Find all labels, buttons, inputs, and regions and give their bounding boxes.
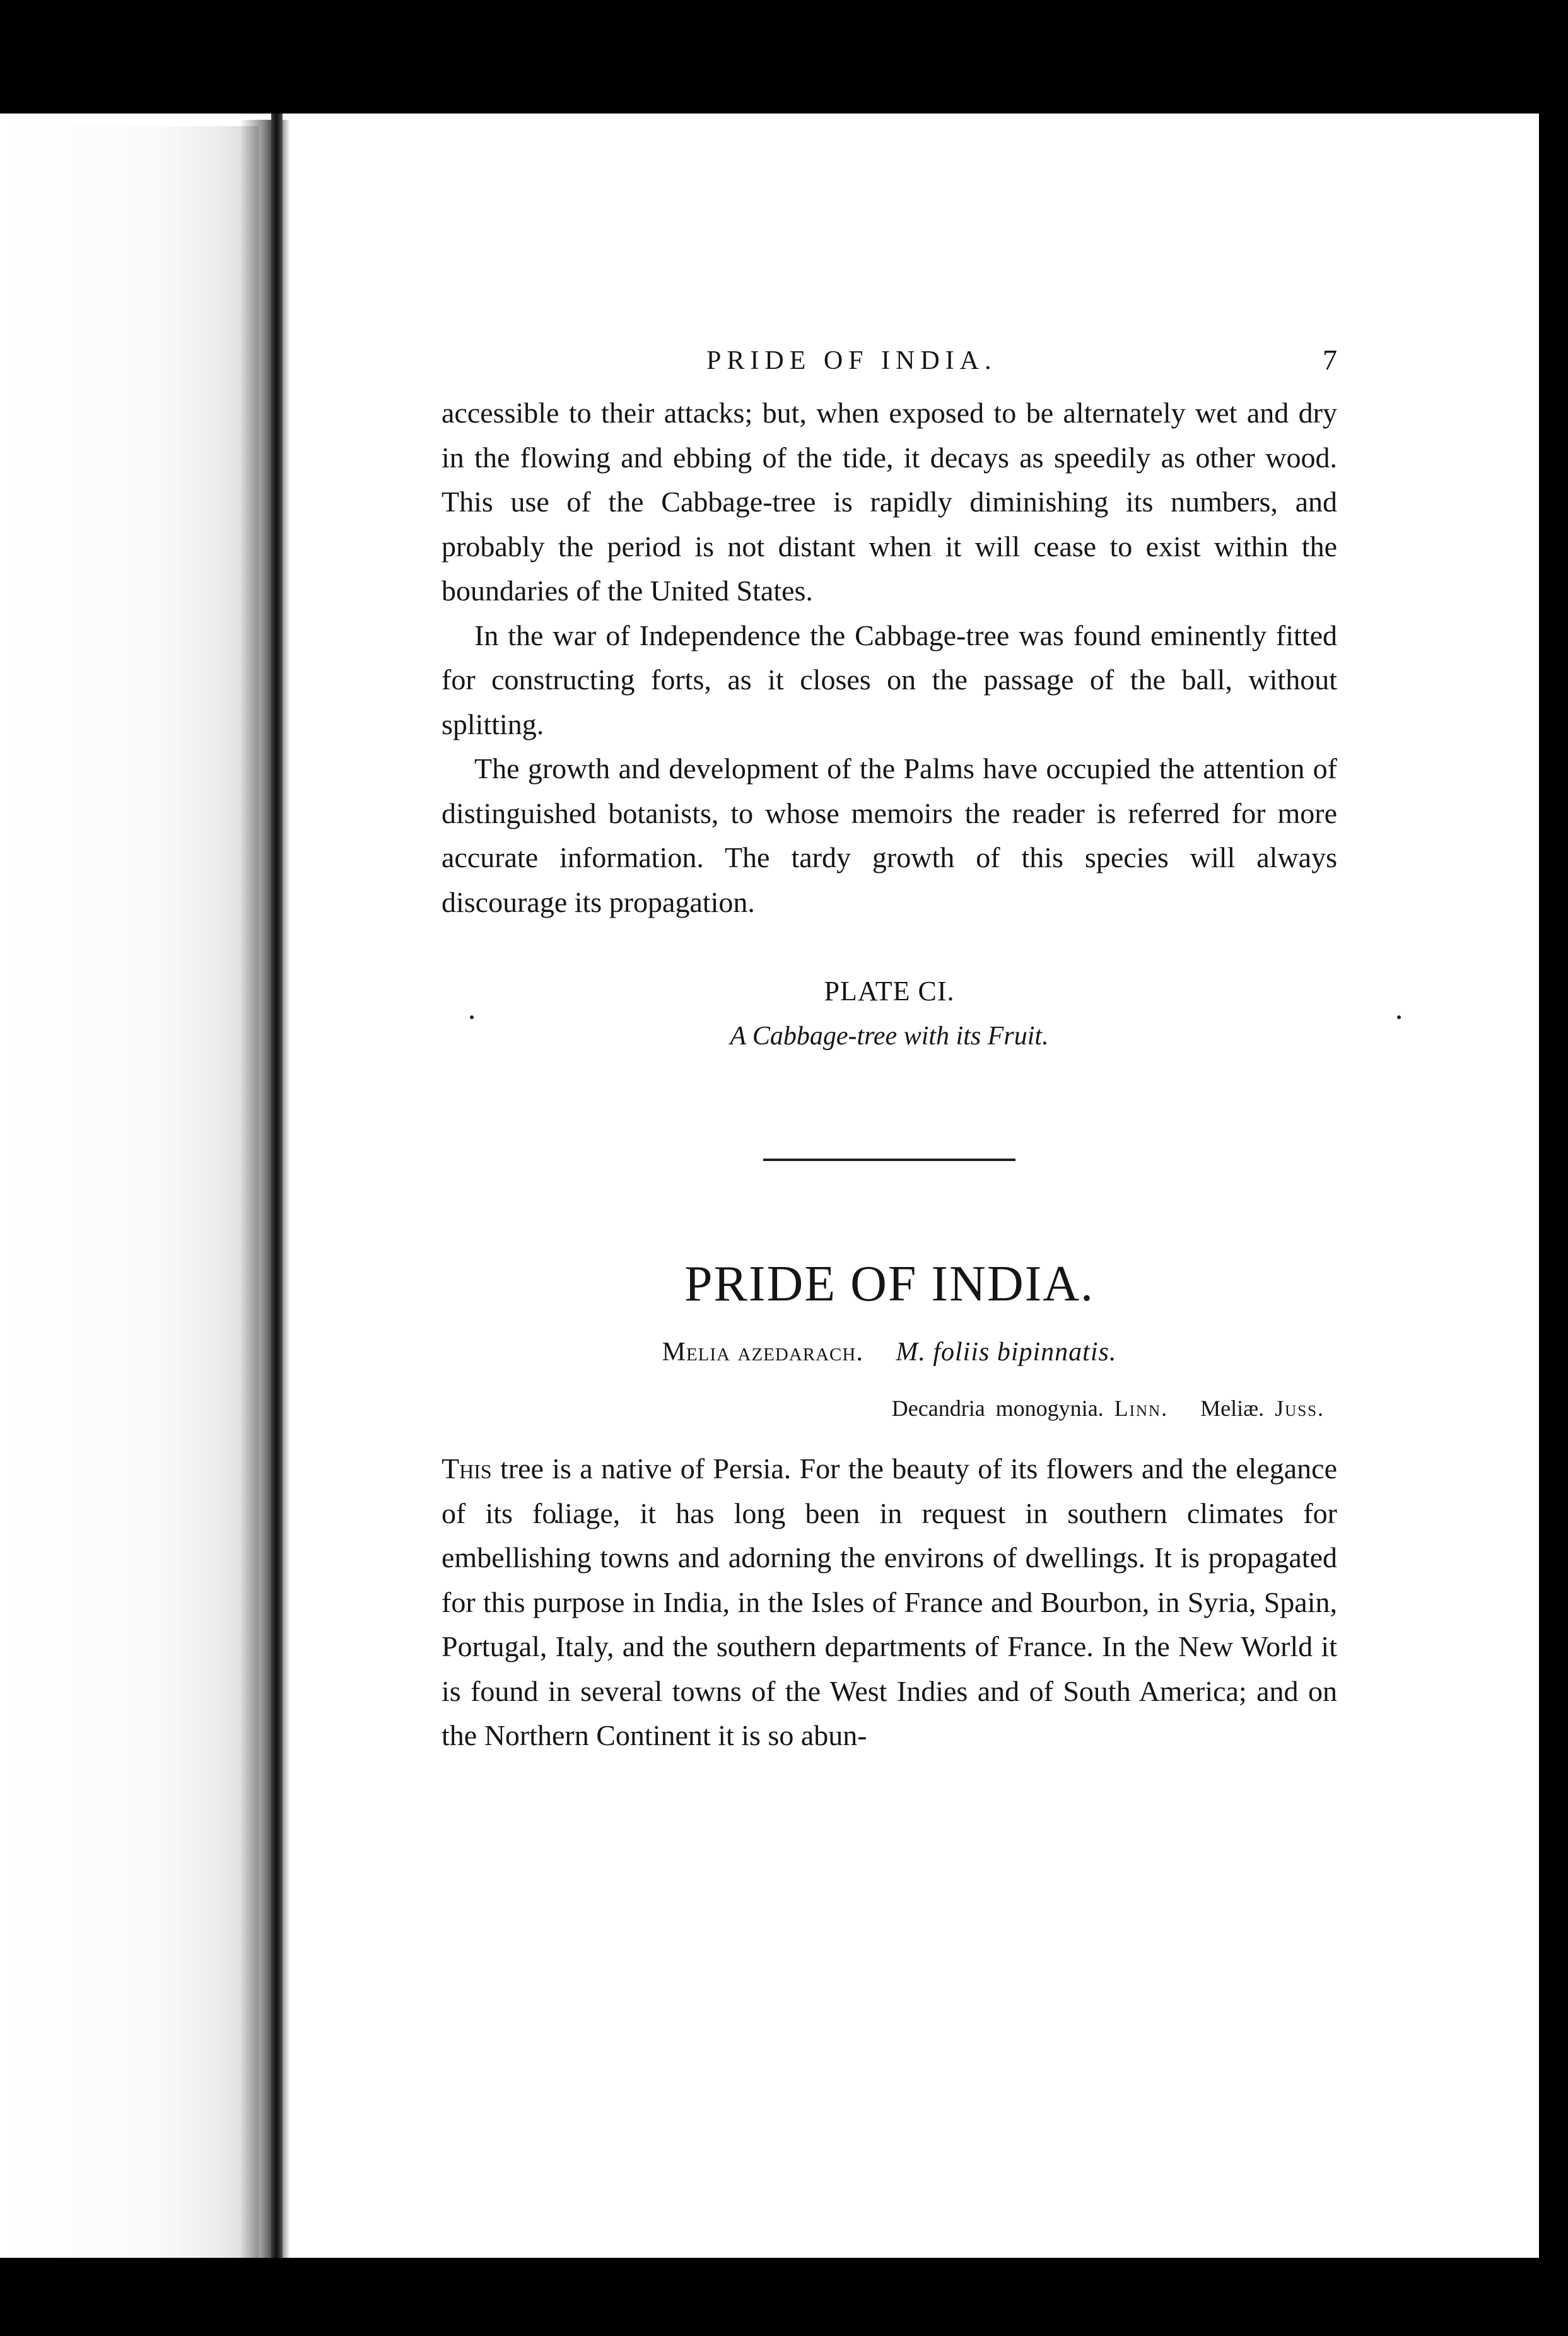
species-line (442, 1337, 1337, 1367)
scan-border-bottom (0, 2258, 1568, 2336)
binding-gutter (271, 114, 283, 2289)
lead-word: This (442, 1452, 492, 1485)
scan-border-right (1539, 107, 1568, 2283)
linnaean-authority: Linn. (1114, 1396, 1169, 1421)
linnaean-class: Decandria monogynia. (891, 1396, 1104, 1421)
paragraph: The growth and development of the Palms have occupied the attention of distinguished botanists, to whose memoirs the reader is referred for more accurate information. The tardy growth of this species will always discourage its propagation. (442, 752, 1337, 918)
plate-label: PLATE CI. (824, 976, 955, 1007)
page-content (442, 341, 1337, 1758)
paragraph: accessible to their attacks; but, when exposed to be alternately wet and dry in the flowing and ebbing of the tide, it decays as speedily as other wood. This use of the Cabbage-tree is rapidly diminishing its numbers, and probably the period is not distant when it will cease to exist within the boundaries of the United States. (442, 397, 1337, 607)
paragraph: In the war of Independence the Cabbage-tree was found eminently fitted for constructing forts, as it closes on the passage of the ball, without splitting. (442, 619, 1337, 740)
species-name: Melia azedarach. (662, 1338, 863, 1367)
gutter-shadow (240, 120, 290, 2264)
dust-speck (1397, 1015, 1401, 1019)
running-head-title: PRIDE OF INDIA. (706, 346, 997, 375)
section-title: PRIDE OF INDIA. (684, 1256, 1094, 1312)
page-number: 7 (1323, 344, 1337, 376)
facing-page-edge (0, 126, 259, 2258)
jussieu-family: Meliæ. (1200, 1396, 1265, 1421)
section-divider (763, 1159, 1015, 1161)
scan-border-top (0, 0, 1568, 114)
section-body-text: tree is a native of Persia. For the beauty of its flowers and the elegance of its foliage, it has long been in request in southern climates for embellishing towns and adorning the environs of dwellings. It is propagated for this purpose in India, in the Isles of France and Bourbon, in Syria, Spain, Portugal, Italy, and the southern departments of France. In the New World it is found in several towns of the West Indies and of South America; and on the Northern Continent it is so abun- (442, 1452, 1338, 1751)
plate-caption: A Cabbage-tree with its Fruit. (730, 1022, 1049, 1051)
classification-line (442, 1395, 1337, 1422)
running-head (442, 341, 1337, 391)
species-diagnosis: M. foliis bipinnatis. (896, 1338, 1117, 1367)
section-paragraph (442, 1447, 1337, 1758)
jussieu-authority: Juss. (1275, 1396, 1325, 1421)
